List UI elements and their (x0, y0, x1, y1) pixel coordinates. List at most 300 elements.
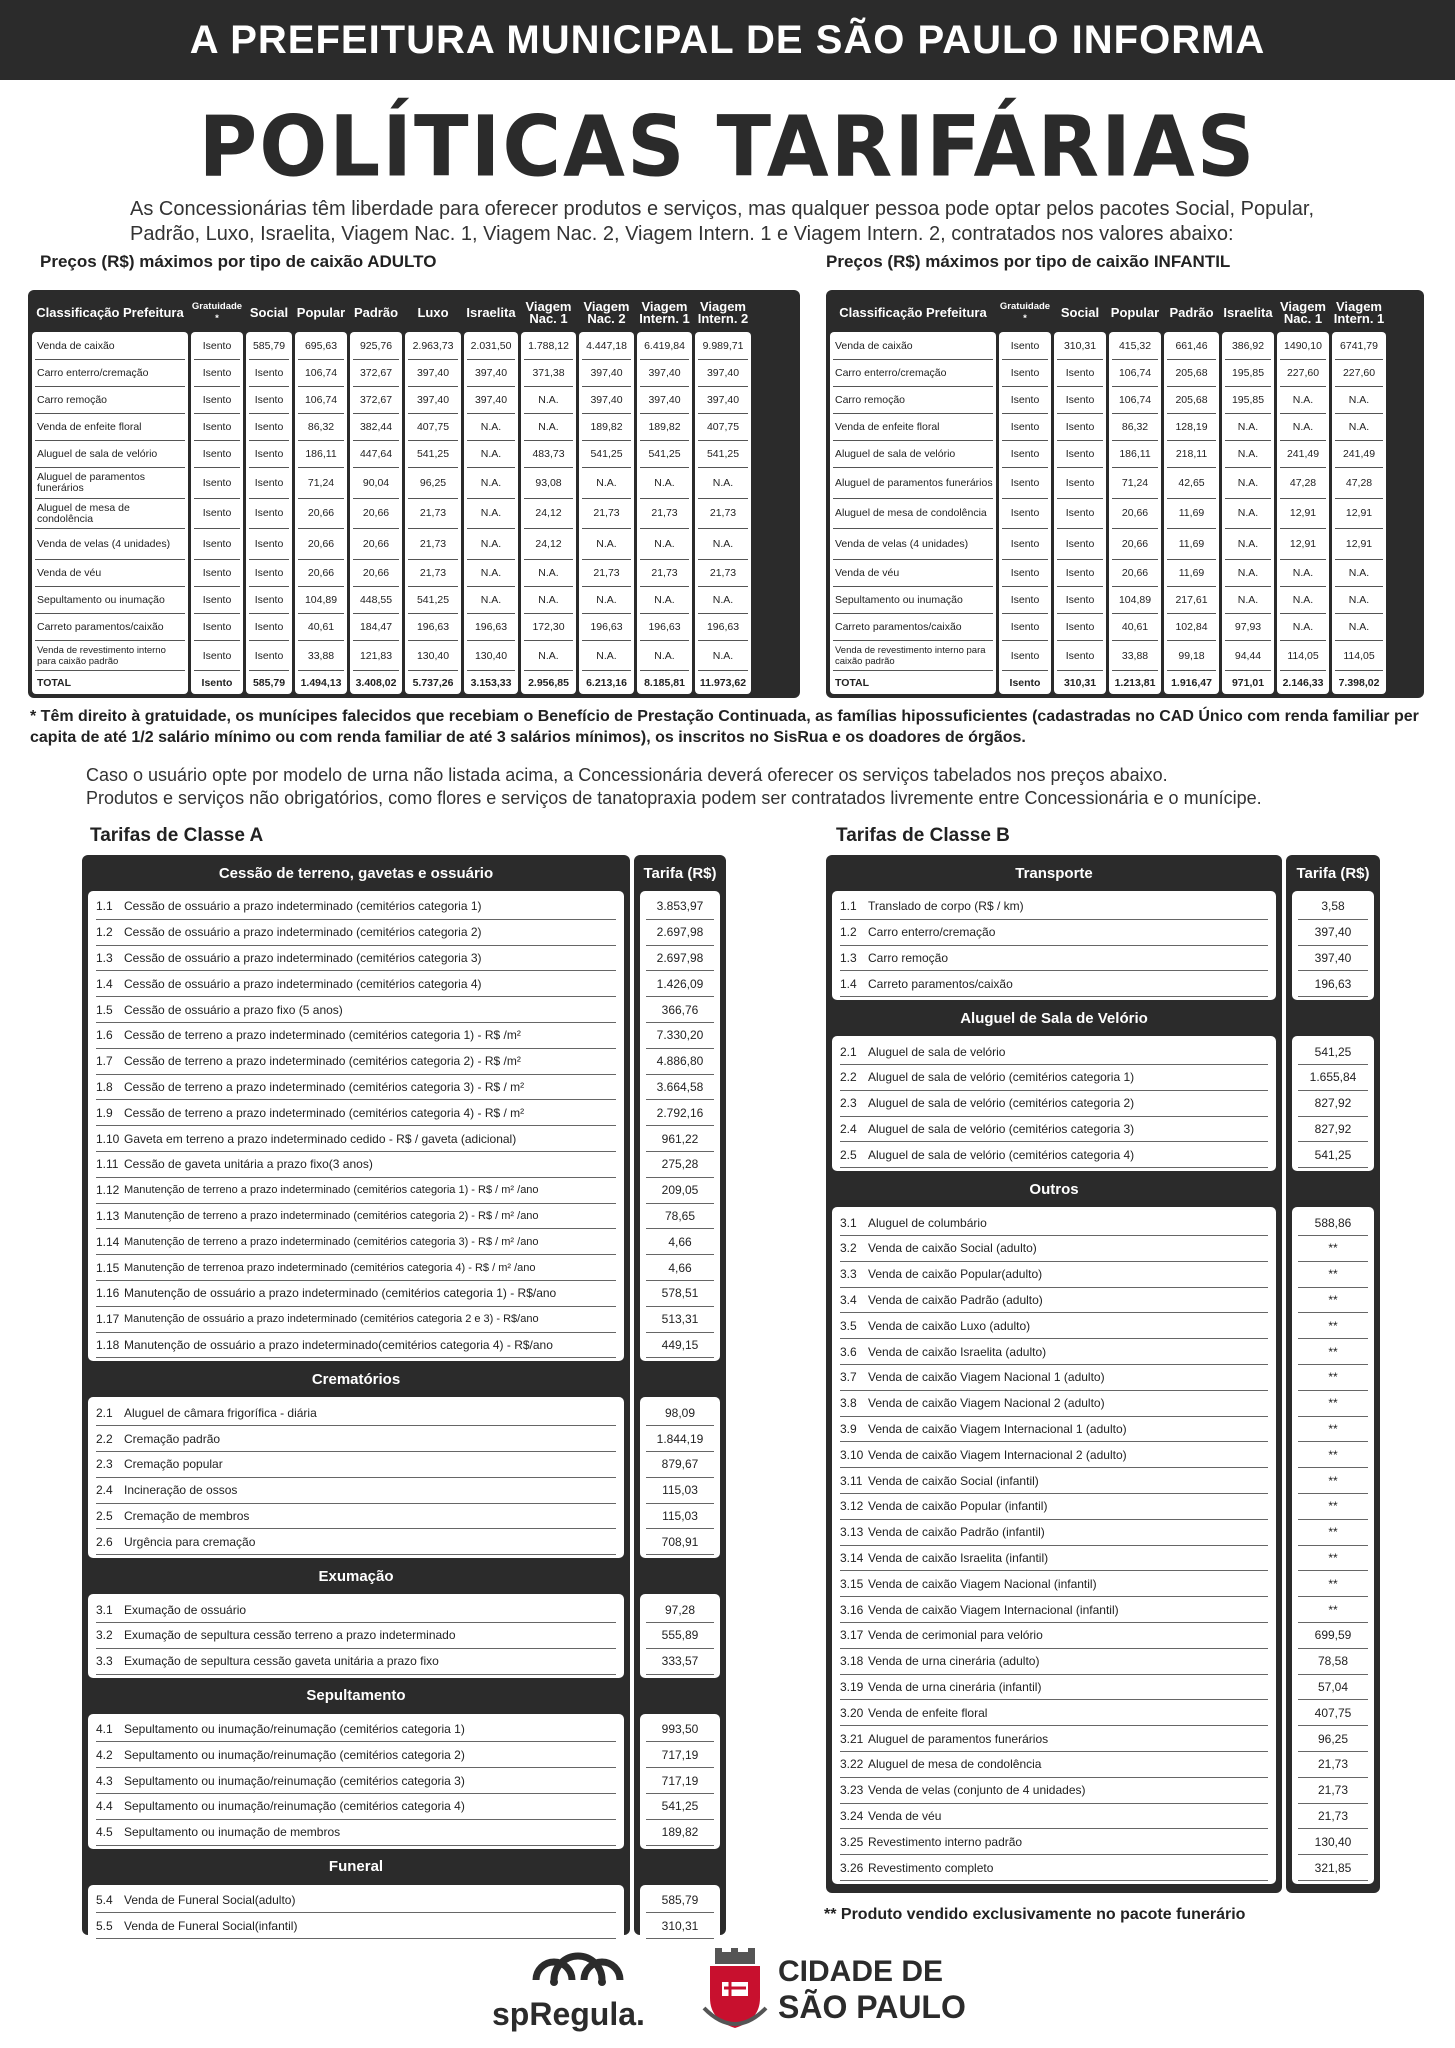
classB-item-number: 2.5 (840, 1147, 857, 1162)
classB-item-number: 3.24 (840, 1808, 864, 1823)
classB-item-number: 3.10 (840, 1447, 864, 1462)
adult-cell: 20,66 (353, 561, 399, 587)
adult-cell: 585,79 (252, 677, 286, 690)
classB-item-tariff: ** (1298, 1236, 1368, 1262)
classA-item-tariff: 4,66 (646, 1255, 714, 1281)
classB-table-row (840, 1117, 1268, 1143)
classB-item-tariff: ** (1298, 1494, 1368, 1520)
classA-table-row (96, 1529, 616, 1555)
child-column-3 (1109, 294, 1161, 694)
classB-item-label: Venda de véu (868, 1808, 942, 1823)
adult-cell: 196,63 (467, 615, 515, 641)
classA-item-tariff: 2.792,16 (646, 1100, 714, 1126)
exclusive-product-note: ** Produto vendido exclusivamente no pacote funerário (824, 1906, 1246, 1923)
classA-table-row (96, 1204, 616, 1230)
classB-item-label: Revestimento completo (868, 1860, 994, 1875)
classB-item-tariff: ** (1298, 1546, 1368, 1572)
adult-cell: 186,11 (298, 442, 344, 468)
child-cell: 1.916,47 (1171, 677, 1212, 690)
classA-section-box (88, 1397, 624, 1558)
classA-item-label: Venda de Funeral Social(infantil) (124, 1918, 298, 1933)
adult-cell: N.A. (640, 642, 689, 672)
adult-cell: 21,73 (408, 500, 458, 530)
adult-cell: Isento (249, 615, 289, 641)
adult-cell: 1.788,12 (524, 334, 573, 360)
classB-section-box (832, 1036, 1276, 1171)
classB-item-label: Venda de caixão Social (adulto) (868, 1241, 1037, 1256)
child-cell: 310,31 (1057, 334, 1103, 360)
child-column-0 (830, 294, 996, 694)
classB-table-row (840, 1065, 1268, 1091)
adult-cell: 2.956,85 (528, 677, 569, 690)
classA-item-label: Venda de Funeral Social(adulto) (124, 1892, 296, 1907)
classA-item-tariff: 310,31 (646, 1913, 714, 1939)
adult-cell: 189,82 (582, 415, 631, 441)
child-cell: N.A. (1225, 469, 1271, 499)
child-cell: 205,68 (1167, 361, 1216, 387)
child-cell: Isento (1002, 530, 1048, 560)
adult-cell: N.A. (582, 469, 631, 499)
child-cell: Isento (1002, 561, 1048, 587)
adult-cell: Isento (194, 415, 240, 441)
adult-column-5 (405, 294, 461, 694)
adult-cell: Isento (194, 334, 240, 360)
classB-item-label: Venda de caixão Padrão (infantil) (868, 1525, 1045, 1540)
adult-cell: Isento (194, 642, 240, 672)
classB-item-tariff: ** (1298, 1417, 1368, 1443)
child-cell: N.A. (1225, 500, 1271, 530)
adult-cell: 20,66 (353, 500, 399, 530)
classA-tariff-box (640, 1885, 720, 1943)
classA-item-tariff: 993,50 (646, 1717, 714, 1743)
classA-section-title: Cessão de terreno, gavetas e ossuário (218, 864, 494, 882)
classB-table-row (840, 1546, 1268, 1572)
classB-item-number: 1.2 (840, 925, 857, 940)
classA-item-label: Manutenção de ossuário a prazo indeterminado (cemitérios categoria 2 e 3) - R$/ano (124, 1313, 539, 1326)
classA-item-number: 4.1 (96, 1721, 113, 1736)
classA-item-number: 4.3 (96, 1773, 113, 1788)
classB-item-tariff: 397,40 (1298, 920, 1368, 946)
classB-item-number: 3.5 (840, 1318, 857, 1333)
adult-cell: Isento (194, 615, 240, 641)
classA-item-label: Cremação de membros (124, 1508, 250, 1523)
child-cell: Isento (1057, 530, 1103, 560)
child-cell: Isento (1057, 415, 1103, 441)
adult-column-body-7 (521, 332, 576, 694)
adult-cell: 4.447,18 (582, 334, 631, 360)
child-cell: 12,91 (1280, 500, 1326, 530)
adult-header-5: Luxo (417, 305, 449, 320)
adult-cell: TOTAL (37, 677, 72, 690)
adult-cell: 6.213,16 (586, 677, 627, 690)
classA-item-number: 1.8 (96, 1079, 113, 1094)
classB-item-label: Venda de caixão Israelita (adulto) (868, 1344, 1047, 1359)
classA-item-tariff: 961,22 (646, 1126, 714, 1152)
child-cell: Isento (1002, 334, 1048, 360)
adult-cell: 8.185,81 (644, 677, 685, 690)
classB-item-label: Venda de velas (conjunto de 4 unidades) (868, 1783, 1086, 1798)
child-cell: 386,92 (1225, 334, 1271, 360)
classA-section-title: Funeral (328, 1858, 384, 1876)
adult-cell: 21,73 (408, 561, 458, 587)
child-cell: 227,60 (1335, 361, 1383, 387)
classA-table-row (96, 1649, 616, 1675)
adult-cell: 541,25 (582, 442, 631, 468)
child-column-body-0 (830, 332, 996, 694)
adult-cell: 9.989,71 (698, 334, 748, 360)
classA-table-row (96, 1126, 616, 1152)
classA-item-tariff: 3.853,97 (646, 894, 714, 920)
adult-column-body-9 (637, 332, 692, 694)
classA-item-number: 1.11 (96, 1157, 119, 1172)
adult-cell: 371,38 (524, 361, 573, 387)
classB-table-row (840, 1597, 1268, 1623)
child-cell: 47,28 (1280, 469, 1326, 499)
adult-cell: 40,61 (298, 615, 344, 641)
classA-section-box (88, 891, 624, 1361)
classA-item-tariff: 98,09 (646, 1400, 714, 1426)
adult-column-body-0 (32, 332, 188, 694)
class-a-heading: Tarifas de Classe A (90, 825, 264, 846)
classB-item-label: Venda de caixão Viagem Nacional 1 (adulto) (868, 1370, 1105, 1385)
classA-item-number: 1.15 (96, 1260, 120, 1275)
child-cell: Isento (1057, 642, 1103, 672)
classA-item-tariff: 7.330,20 (646, 1023, 714, 1049)
classB-table-row (840, 894, 1268, 920)
adult-cell: Isento (249, 361, 289, 387)
adult-cell: N.A. (640, 530, 689, 560)
classA-item-number: 1.7 (96, 1054, 113, 1069)
child-cell: Venda de enfeite floral (833, 415, 993, 441)
classB-item-label: Carreto paramentos/caixão (868, 976, 1013, 991)
adult-cell: Isento (194, 530, 240, 560)
classB-item-label: Aluguel de columbário (868, 1215, 987, 1230)
classB-item-label: Aluguel de sala de velório (cemitérios categoria 1) (868, 1070, 1135, 1085)
child-cell: 71,24 (1112, 469, 1158, 499)
classA-table-row (96, 1478, 616, 1504)
classA-item-label: Aluguel de câmara frigorífica - diária (124, 1405, 317, 1420)
child-cell: Isento (1057, 500, 1103, 530)
adult-column-body-1 (191, 332, 243, 694)
adult-cell: 397,40 (467, 361, 515, 387)
classB-item-tariff: ** (1298, 1597, 1368, 1623)
classA-table-row (96, 1717, 616, 1743)
gratuity-note: * Têm direito à gratuidade, os munícipes falecidos que recebiam o Benefício de Prestação Continuada, as famílias hipossuficientes (cadastradas no CAD Único com renda familiar per capita de até 1/2 salário mínimo ou com renda familiar de até 3 salários mínimos), os inscritos no SisRua e os doadores de órgãos. (30, 708, 1419, 746)
classB-item-label: Aluguel de sala de velório (cemitérios categoria 2) (868, 1096, 1135, 1111)
child-header-0: Classificação Prefeitura (839, 305, 987, 320)
classB-table-row (840, 1468, 1268, 1494)
child-cell: Isento (1002, 642, 1048, 672)
child-cell: N.A. (1280, 415, 1326, 441)
adult-cell: 1.494,13 (300, 677, 342, 690)
classB-item-number: 3.13 (840, 1525, 864, 1540)
classA-item-tariff: 513,31 (646, 1307, 714, 1333)
classA-item-number: 4.4 (96, 1799, 113, 1814)
adult-cell: Isento (249, 561, 289, 587)
adult-column-7 (521, 294, 576, 694)
adult-cell: Isento (194, 361, 240, 387)
classA-item-tariff: 585,79 (646, 1888, 714, 1914)
adult-cell: N.A. (698, 530, 748, 560)
adult-column-1 (191, 294, 243, 694)
classB-item-label: Revestimento interno padrão (868, 1834, 1023, 1849)
classA-item-label: Sepultamento ou inumação/reinumação (cemitérios categoria 4) (124, 1799, 465, 1814)
classB-table-row (840, 1236, 1268, 1262)
classA-item-tariff: 717,19 (646, 1742, 714, 1768)
adult-cell: 96,25 (408, 469, 458, 499)
adult-column-6 (464, 294, 518, 694)
child-cell: 415,32 (1112, 334, 1158, 360)
classB-item-tariff: 827,92 (1298, 1091, 1368, 1117)
classB-item-label: Venda de caixão Israelita (infantil) (868, 1550, 1049, 1565)
adult-cell: 20,66 (298, 500, 344, 530)
classB-item-tariff: 57,04 (1298, 1675, 1368, 1701)
child-cell: N.A. (1335, 561, 1383, 587)
spregula-logo (488, 1952, 668, 2032)
classA-item-label: Sepultamento ou inumação/reinumação (cemitérios categoria 3) (124, 1773, 465, 1788)
classA-table-row (96, 1452, 616, 1478)
classA-item-number: 5.4 (96, 1892, 113, 1907)
classA-item-tariff: 541,25 (646, 1794, 714, 1820)
classB-item-tariff: ** (1298, 1571, 1368, 1597)
adult-cell: N.A. (698, 642, 748, 672)
adult-cell: Sepultamento ou inumação (35, 588, 185, 614)
child-cell: N.A. (1280, 615, 1326, 641)
classB-item-label: Aluguel de paramentos funerários (868, 1731, 1049, 1746)
adult-cell: N.A. (524, 388, 573, 414)
classB-item-tariff: 588,86 (1298, 1210, 1368, 1236)
classB-item-number: 3.14 (840, 1550, 864, 1565)
adult-cell: 24,12 (524, 530, 573, 560)
adult-cell: 407,75 (408, 415, 458, 441)
child-cell: 241,49 (1335, 442, 1383, 468)
adult-cell: 196,63 (698, 615, 748, 641)
adult-cell: 2.963,73 (408, 334, 458, 360)
child-cell: Venda de caixão (833, 334, 993, 360)
classA-section-title: Crematórios (311, 1370, 401, 1388)
classB-item-number: 3.21 (840, 1731, 864, 1746)
adult-cell: 541,25 (408, 588, 458, 614)
classB-item-number: 3.18 (840, 1654, 864, 1669)
adult-cell: 407,75 (698, 415, 748, 441)
classB-item-tariff: 541,25 (1298, 1039, 1368, 1065)
classA-item-label: Cessão de ossuário a prazo fixo (5 anos) (124, 1002, 343, 1017)
classA-item-label: Cremação padrão (124, 1431, 221, 1446)
child-column-6 (1277, 294, 1329, 694)
adult-cell: 71,24 (298, 469, 344, 499)
classB-item-tariff: 699,59 (1298, 1623, 1368, 1649)
adult-cell: 20,66 (298, 530, 344, 560)
classB-section-title: Transporte (1015, 864, 1093, 882)
child-cell: 86,32 (1112, 415, 1158, 441)
classB-item-number: 3.16 (840, 1602, 864, 1617)
adult-cell: 184,47 (353, 615, 399, 641)
classA-item-label: Cessão de gaveta unitária a prazo fixo(3 anos) (124, 1157, 373, 1172)
adult-cell: N.A. (524, 588, 573, 614)
child-cell: Carro enterro/cremação (833, 361, 993, 387)
classA-tarifa-title: Tarifa (R$) (643, 864, 717, 882)
child-cell: Isento (1002, 615, 1048, 641)
classA-section-box (88, 1885, 624, 1943)
classA-table-row (96, 1426, 616, 1452)
classB-item-tariff: ** (1298, 1288, 1368, 1314)
adult-cell: 925,76 (353, 334, 399, 360)
spregula-wordmark: spRegula. (492, 1996, 645, 2032)
child-cell: Venda de revestimento interno para caixão padrão (833, 642, 993, 672)
adult-column-8 (579, 294, 634, 694)
classB-section-box (832, 891, 1276, 1000)
classB-section-title: Aluguel de Sala de Velório (960, 1009, 1148, 1027)
adult-column-body-4 (350, 332, 402, 694)
classB-table-row (840, 1210, 1268, 1236)
classA-item-tariff: 1.844,19 (646, 1426, 714, 1452)
classB-item-number: 2.1 (840, 1044, 857, 1059)
classB-item-number: 1.3 (840, 950, 857, 965)
classA-item-tariff: 97,28 (646, 1597, 714, 1623)
classB-item-label: Venda de caixão Social (infantil) (868, 1473, 1039, 1488)
child-column-1 (999, 294, 1051, 694)
classA-table-row (96, 1820, 616, 1846)
classA-table-row (96, 1794, 616, 1820)
adult-header-2: Social (249, 305, 289, 320)
adult-cell: 483,73 (524, 442, 573, 468)
adult-cell: Isento (249, 530, 289, 560)
adult-column-body-10 (695, 332, 751, 694)
classA-item-tariff: 2.697,98 (646, 920, 714, 946)
classB-item-label: Aluguel de mesa de condolência (868, 1757, 1042, 1772)
classB-item-tariff: 21,73 (1298, 1752, 1368, 1778)
classB-table-row (840, 1700, 1268, 1726)
adult-cell: N.A. (524, 561, 573, 587)
child-cell: N.A. (1280, 561, 1326, 587)
child-cell: Sepultamento ou inumação (833, 588, 993, 614)
child-column-body-3 (1109, 332, 1161, 694)
classB-item-label: Venda de caixão Viagem Nacional 2 (adulto) (868, 1396, 1105, 1411)
adult-cell: Isento (194, 500, 240, 530)
child-cell: 12,91 (1335, 500, 1383, 530)
adult-cell: Venda de enfeite floral (35, 415, 185, 441)
adult-cell: Aluguel de paramentos funerários (35, 469, 185, 499)
classB-tarifa-title: Tarifa (R$) (1296, 864, 1370, 882)
classA-item-tariff: 4.886,80 (646, 1049, 714, 1075)
classB-item-tariff: 3,58 (1298, 894, 1368, 920)
classA-item-label: Exumação de sepultura cessão gaveta unitária a prazo fixo (124, 1654, 439, 1669)
child-cell: 99,18 (1167, 642, 1216, 672)
child-cell: 104,89 (1112, 588, 1158, 614)
classB-item-label: Venda de urna cinerária (adulto) (868, 1654, 1040, 1669)
classB-item-tariff: ** (1298, 1365, 1368, 1391)
adult-cell: N.A. (698, 588, 748, 614)
classA-item-label: Gaveta em terreno a prazo indeterminado cedido - R$ / gaveta (adicional) (124, 1131, 517, 1146)
class-a-table-panel (82, 855, 630, 1935)
adult-cell: Isento (249, 388, 289, 414)
adult-cell: N.A. (467, 500, 515, 530)
adult-price-table (28, 290, 800, 698)
child-column-body-6 (1277, 332, 1329, 694)
adult-cell: 189,82 (640, 415, 689, 441)
classB-item-number: 3.22 (840, 1757, 864, 1772)
adult-cell: Isento (194, 588, 240, 614)
adult-column-body-6 (464, 332, 518, 694)
child-cell: N.A. (1280, 388, 1326, 414)
classA-item-tariff: 78,65 (646, 1204, 714, 1230)
child-cell: 114,05 (1280, 642, 1326, 672)
adult-cell: N.A. (467, 415, 515, 441)
child-column-7 (1332, 294, 1386, 694)
adult-cell: 372,67 (353, 388, 399, 414)
child-cell: 661,46 (1167, 334, 1216, 360)
classA-item-number: 2.2 (96, 1431, 113, 1446)
adult-cell: Venda de véu (35, 561, 185, 587)
adult-cell: N.A. (582, 588, 631, 614)
classA-item-tariff: 275,28 (646, 1152, 714, 1178)
child-header-3: Popular (1110, 305, 1160, 320)
classA-section-title: Sepultamento (306, 1687, 406, 1705)
child-column-5 (1222, 294, 1274, 694)
adult-cell: 106,74 (298, 388, 344, 414)
adult-cell: 2.031,50 (467, 334, 515, 360)
classB-item-tariff: ** (1298, 1391, 1368, 1417)
adult-cell: 20,66 (298, 561, 344, 587)
classB-table-row (840, 1855, 1268, 1881)
child-cell: 186,11 (1112, 442, 1158, 468)
classA-table-row (96, 1075, 616, 1101)
sao-paulo-coat-of-arms-icon (700, 1948, 770, 2038)
classB-item-label: Aluguel de sala de velório (cemitérios categoria 3) (868, 1121, 1135, 1136)
classA-item-number: 1.5 (96, 1002, 113, 1017)
classA-table-row (96, 1597, 616, 1623)
classA-item-label: Sepultamento ou inumação de membros (124, 1825, 341, 1840)
classB-section-box (832, 1207, 1276, 1884)
classB-item-number: 3.7 (840, 1370, 857, 1385)
classA-item-number: 1.14 (96, 1234, 120, 1249)
page-title: POLÍTICAS TARIFÁRIAS (198, 97, 1257, 196)
child-cell: 195,85 (1225, 361, 1271, 387)
classA-item-number: 2.6 (96, 1534, 113, 1549)
child-header-4: Padrão (1169, 305, 1214, 320)
classB-item-tariff: ** (1298, 1339, 1368, 1365)
classA-item-tariff: 717,19 (646, 1768, 714, 1794)
classA-item-label: Cessão de ossuário a prazo indeterminado (cemitérios categoria 4) (124, 976, 482, 991)
adult-cell: 21,73 (640, 561, 689, 587)
adult-cell: 3.153,33 (470, 677, 512, 690)
classA-item-label: Manutenção de ossuário a prazo indeterminado(cemitérios categoria 4) - R$/ano (124, 1337, 553, 1352)
adult-cell: 397,40 (582, 361, 631, 387)
classA-item-number: 2.1 (96, 1405, 113, 1420)
adult-cell: N.A. (640, 469, 689, 499)
child-cell: Aluguel de mesa de condolência (833, 500, 993, 530)
classB-item-tariff: 827,92 (1298, 1117, 1368, 1143)
classA-table-row (96, 997, 616, 1023)
classB-table-row (840, 920, 1268, 946)
classB-item-tariff: 21,73 (1298, 1778, 1368, 1804)
classB-item-tariff: 196,63 (1298, 971, 1368, 997)
classA-item-tariff: 366,76 (646, 997, 714, 1023)
classB-table-row (840, 1829, 1268, 1855)
classA-item-number: 1.9 (96, 1105, 113, 1120)
classB-item-number: 3.2 (840, 1241, 857, 1256)
classA-item-tariff: 209,05 (646, 1178, 714, 1204)
adult-cell: 33,88 (298, 642, 344, 672)
classB-item-label: Venda de caixão Padrão (adulto) (868, 1292, 1043, 1307)
child-cell: 33,88 (1112, 642, 1158, 672)
classA-item-number: 1.18 (96, 1337, 120, 1352)
classA-item-number: 1.17 (96, 1312, 120, 1327)
classA-item-number: 3.3 (96, 1654, 113, 1669)
child-cell: N.A. (1225, 561, 1271, 587)
classB-item-label: Aluguel de sala de velório (868, 1044, 1006, 1059)
child-cell: 20,66 (1112, 561, 1158, 587)
